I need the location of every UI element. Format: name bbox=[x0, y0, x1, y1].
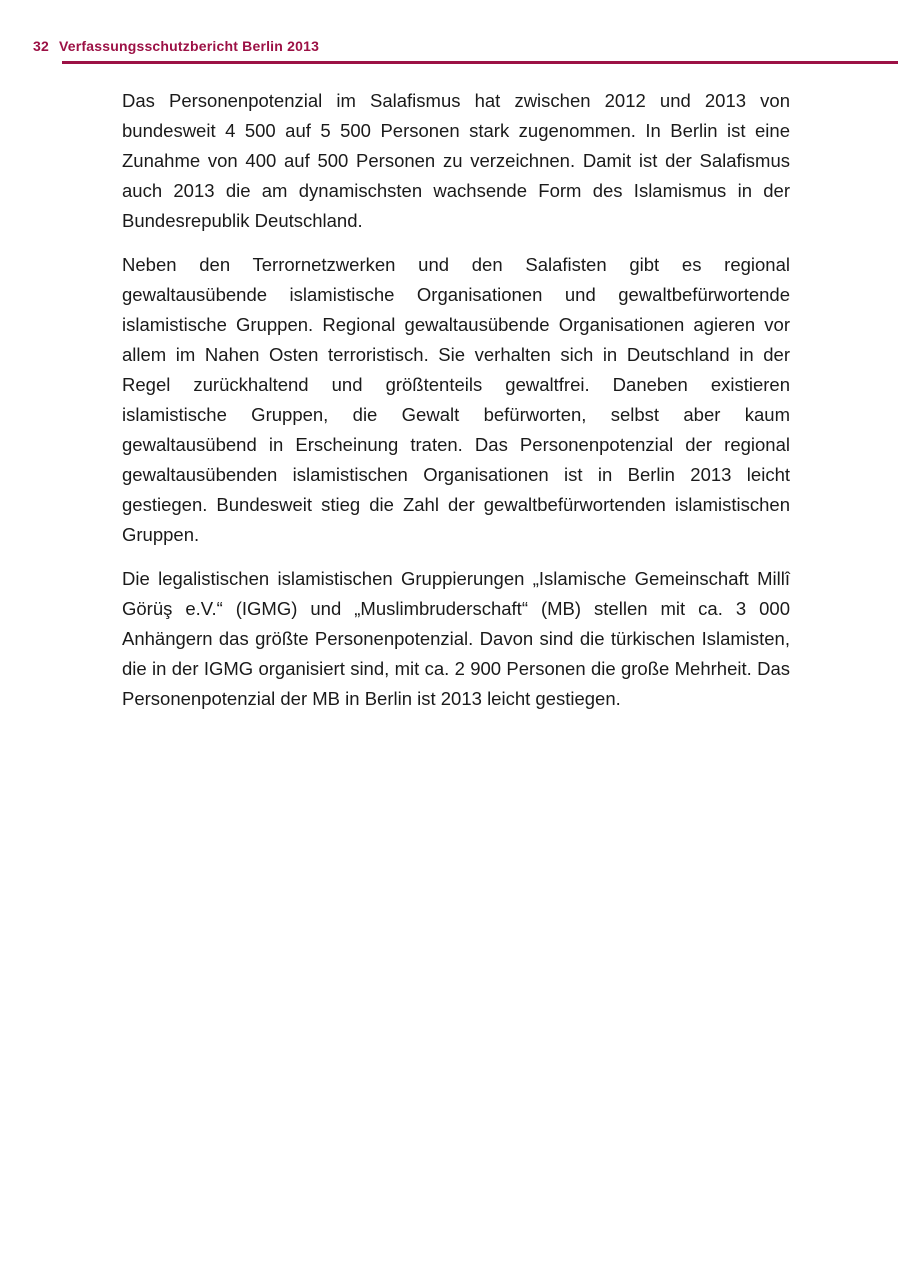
running-header bbox=[33, 38, 319, 62]
page-number: 32 bbox=[33, 38, 49, 54]
running-title: Verfassungsschutzbericht Berlin 2013 bbox=[58, 38, 320, 54]
paragraph-violent-organisations: Neben den Terrornetzwerken und den Salafisten gibt es regional gewaltausübende islamistische Organisationen und gewaltbefürwortende islamistische Gruppen. Regional gewaltausübende Organisationen agieren vor allem im Nahen Osten terroristisch. Sie verhalten sich in Deutschland in der Regel zurückhaltend und größtenteils gewaltfrei. Daneben existieren islamistische Gruppen, die Gewalt befürworten, selbst aber kaum gewaltausübend in Erscheinung traten. Das Personenpotenzial der regional gewaltausübenden islamistischen Organisationen ist in Berlin 2013 leicht gestiegen. Bundesweit stieg die Zahl der gewaltbefürwortenden islamistischen Gruppen. bbox=[122, 254, 790, 545]
paragraph-salafism-potential: Das Personenpotenzial im Salafismus hat zwischen 2012 und 2013 von bundesweit 4 500 auf 5 500 Personen stark zugenommen. In Berlin ist eine Zunahme von 400 auf 500 Personen zu verzeichnen. Damit ist der Salafismus auch 2013 die am dynamischsten wachsende Form des Islamismus in der Bundesrepublik Deutschland. bbox=[122, 90, 790, 231]
header-divider bbox=[62, 61, 898, 64]
paragraph-legalist-groups: Die legalistischen islamistischen Gruppierungen „Islamische Gemeinschaft Millî Görüş e.V.“ (IGMG) und „Muslimbruderschaft“ (MB) stellen mit ca. 3 000 Anhängern das größte Personenpotenzial. Davon sind die türkischen Islamisten, die in der IGMG organisiert sind, mit ca. 2 900 Personen die große Mehrheit. Das Personenpotenzial der MB in Berlin ist 2013 leicht gestiegen. bbox=[122, 568, 790, 709]
body-text bbox=[122, 86, 790, 728]
